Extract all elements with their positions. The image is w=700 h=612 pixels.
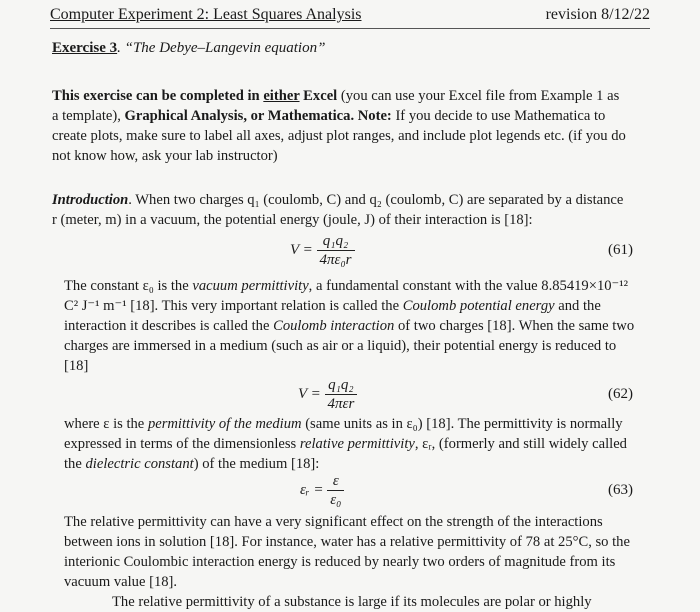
coulomb-paragraph [64, 276, 648, 376]
equation-number-61: (61) [608, 242, 633, 258]
para-italic: vacuum permittivity [192, 278, 309, 294]
eq63-denominator: ε₀ [330, 492, 342, 508]
running-header-title: Computer Experiment 2: Least Squares Analysis [50, 6, 362, 23]
para-text: [18] [64, 358, 89, 374]
para-text: expressed in terms of the dimensionless [64, 436, 300, 452]
para-italic: permittivity of the medium [147, 416, 302, 432]
note-text: (you can use your Excel file from Example 1 as [337, 88, 620, 104]
note-either: either [263, 88, 300, 104]
eq62-numerator: q₁q₂ [325, 376, 358, 395]
equation-number-63: (63) [608, 482, 633, 498]
eq61-lhs: V = [290, 241, 313, 258]
para-text: The constant ε₀ is the [64, 278, 193, 294]
note-text: If you decide to use Mathematica to [391, 108, 606, 124]
para-text: C² J⁻¹ m⁻¹ [18]. This very important relation is called the [64, 298, 403, 314]
eq62-lhs: V = [298, 385, 321, 402]
para-text: vacuum value [18]. [64, 574, 178, 590]
para-text: of two charges [18]. When the same two [394, 318, 635, 334]
eq63-numerator: ε [327, 472, 344, 491]
eq61-numerator: q₁q₂ [317, 232, 355, 251]
para-italic: relative permittivity [299, 436, 415, 452]
para-text: charges are immersed in a medium (such as air or a liquid), their potential energy is reduced to [64, 338, 617, 354]
note-text: a template), [52, 108, 125, 124]
para-text: (same units as in ε₀) [18]. The permittivity is normally [301, 416, 623, 432]
para-text: The relative permittivity of a substance is large if its molecules are polar or highly [112, 594, 592, 610]
equation-61 [290, 232, 355, 269]
exercise-title: . “The Debye–Langevin equation” [117, 40, 326, 56]
note-bold: Graphical Analysis, or Mathematica. Note: [124, 108, 392, 124]
note-excel: Excel [299, 88, 338, 104]
permittivity-paragraph [64, 414, 648, 474]
para-text: between ions in solution [18]. For instance, water has a relative permittivity of 78 at 25°C, so the [64, 534, 630, 550]
para-italic: dielectric constant [85, 456, 194, 472]
para-italic: Coulomb potential energy [402, 298, 555, 314]
instructions-paragraph [52, 86, 648, 166]
introduction-paragraph [52, 190, 648, 230]
running-header-revision: revision 8/12/22 [545, 6, 650, 23]
eq62-denominator: 4πεr [327, 396, 355, 412]
para-italic: Coulomb interaction [273, 318, 395, 334]
equation-62 [298, 376, 357, 413]
para-text: the [64, 456, 86, 472]
para-text: ) of the medium [18]: [193, 456, 320, 472]
note-text: create plots, make sure to label all axes, adjust plot ranges, and include plot legends etc. (if you do [52, 128, 626, 144]
relative-permittivity-paragraph [64, 512, 648, 612]
eq61-denominator: 4πε₀r [319, 252, 352, 268]
para-text: where ε is the [64, 416, 148, 432]
para-text: , εᵣ, (formerly and still widely called [414, 436, 627, 452]
exercise-heading [52, 40, 325, 57]
note-text: not know how, ask your lab instructor) [52, 148, 278, 164]
introduction-label: Introduction [52, 192, 129, 208]
intro-text: . When two charges q₁ (coulomb, C) and q₂ (coulomb, C) are separated by a distance [128, 192, 624, 208]
para-text: and the [554, 298, 601, 314]
exercise-label: Exercise 3 [52, 40, 118, 56]
equation-63 [300, 472, 344, 509]
header-rule [50, 28, 650, 29]
intro-text: r (meter, m) in a vacuum, the potential energy (joule, J) of their interaction is [18]: [52, 212, 533, 228]
note-text: This exercise can be completed in [52, 88, 264, 104]
eq63-lhs: εᵣ = [300, 481, 324, 498]
equation-number-62: (62) [608, 386, 633, 402]
para-text: The relative permittivity can have a very significant effect on the strength of the interactions [64, 514, 603, 530]
para-text: , a fundamental constant with the value 8.85419×10⁻¹² [308, 278, 628, 294]
para-text: interaction it describes is called the [64, 318, 274, 334]
para-text: interionic Coulombic interaction energy is reduced by nearly two orders of magnitude from its [64, 554, 616, 570]
